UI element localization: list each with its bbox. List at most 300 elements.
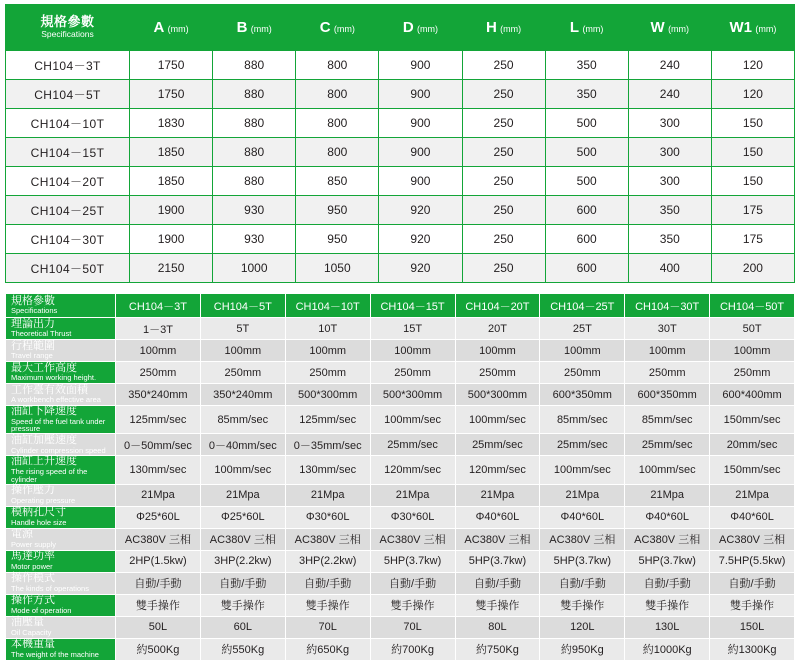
cell-w: 240 (628, 51, 711, 80)
spec-cell: 350*240mm (116, 384, 201, 406)
spec-cell: 150mm/sec (710, 456, 795, 484)
specs-model-header: CH104－50T (710, 294, 795, 318)
spec-row-label (6, 638, 116, 660)
specs-model-header: CH104－30T (625, 294, 710, 318)
column-letter: W (650, 19, 665, 36)
spec-cell: 100mm/sec (455, 406, 540, 434)
row-model: CH104－50T (6, 254, 130, 283)
cell-w1: 175 (711, 196, 794, 225)
column-header-a (130, 5, 213, 51)
cell-a: 1900 (130, 196, 213, 225)
spec-cell: AC380V 三相 (625, 528, 710, 550)
cell-c: 800 (296, 51, 379, 80)
spec-cell: 60L (200, 616, 285, 638)
table-row (6, 196, 795, 225)
specifications-table (5, 293, 795, 661)
specs-model-header: CH104－25T (540, 294, 625, 318)
column-unit: (mm) (417, 24, 439, 34)
cell-c: 800 (296, 80, 379, 109)
column-header-c (296, 5, 379, 51)
spec-cell: AC380V 三相 (710, 528, 795, 550)
spec-cell: 21Mpa (285, 484, 370, 506)
spec-cell: 21Mpa (116, 484, 201, 506)
spec-label-en: The kinds of operations (11, 583, 89, 593)
specs-model-header: CH104－15T (370, 294, 455, 318)
spec-cell: 120mm/sec (370, 456, 455, 484)
spec-cell: 21Mpa (200, 484, 285, 506)
spec-cell: 21Mpa (625, 484, 710, 506)
spec-cell: 雙手操作 (370, 594, 455, 616)
cell-w1: 175 (711, 225, 794, 254)
spec-cell: 0－50mm/sec (116, 434, 201, 456)
spec-cell: 自動/手動 (116, 572, 201, 594)
spec-row-label (6, 340, 116, 362)
spec-label-en: The weight of the machine (11, 649, 99, 659)
spec-cell: 100mm (710, 340, 795, 362)
spec-cell: 100mm (285, 340, 370, 362)
spec-cell: Φ40*60L (455, 506, 540, 528)
specs-header-row (6, 294, 795, 318)
cell-h: 250 (462, 138, 545, 167)
specs-corner-header (6, 294, 116, 318)
spec-sheet-page (0, 4, 800, 659)
cell-w1: 200 (711, 254, 794, 283)
cell-d: 900 (379, 51, 462, 80)
spec-label-cn: 行程範圍 (11, 339, 55, 352)
spec-cell: 100mm (370, 340, 455, 362)
spec-cell: 5HP(3.7kw) (455, 550, 540, 572)
column-unit: (mm) (500, 24, 522, 34)
spec-cell: 70L (370, 616, 455, 638)
column-unit: (mm) (582, 24, 604, 34)
table-row (6, 51, 795, 80)
spec-row-motor-power (6, 550, 795, 572)
spec-cell: 自動/手動 (710, 572, 795, 594)
spec-row-label (6, 318, 116, 340)
spec-cell: 600*350mm (625, 384, 710, 406)
spec-cell: 80L (455, 616, 540, 638)
spec-cell: 50T (710, 318, 795, 340)
cell-h: 250 (462, 109, 545, 138)
cell-l: 500 (545, 109, 628, 138)
cell-a: 1900 (130, 225, 213, 254)
spec-row-cylinder-down-speed (6, 406, 795, 434)
specs-model-header: CH104－5T (200, 294, 285, 318)
spec-cell: 約1300Kg (710, 638, 795, 660)
corner-header-en: Specifications (41, 29, 94, 40)
spec-cell: 500*300mm (370, 384, 455, 406)
cell-a: 1850 (130, 138, 213, 167)
spec-cell: 100mm/sec (200, 456, 285, 484)
spec-label-en: Mode of operation (11, 605, 72, 615)
spec-cell: 自動/手動 (625, 572, 710, 594)
spec-label-en: Power supply (11, 539, 57, 549)
cell-w1: 120 (711, 51, 794, 80)
spec-cell: 130mm/sec (116, 456, 201, 484)
spec-cell: 7.5HP(5.5kw) (710, 550, 795, 572)
spec-cell: 21Mpa (370, 484, 455, 506)
spec-cell: 50L (116, 616, 201, 638)
spec-cell: 3HP(2.2kw) (285, 550, 370, 572)
column-unit: (mm) (755, 24, 777, 34)
spec-label-en: A workbench effective area (11, 395, 101, 405)
spec-label-en: Speed of the fuel tank under pressure (11, 416, 106, 434)
spec-row-mode-of-operation (6, 594, 795, 616)
cell-b: 930 (213, 225, 296, 254)
spec-label-cn: 馬達功率 (11, 550, 55, 563)
spec-cell: 10T (285, 318, 370, 340)
spec-cell: 250mm (285, 362, 370, 384)
specs-model-header: CH104－20T (455, 294, 540, 318)
row-model: CH104－5T (6, 80, 130, 109)
cell-h: 250 (462, 167, 545, 196)
table-row (6, 225, 795, 254)
cell-w: 350 (628, 196, 711, 225)
cell-a: 1750 (130, 80, 213, 109)
spec-row-cylinder-compression-speed (6, 434, 795, 456)
spec-row-label (6, 456, 116, 484)
spec-cell: 120L (540, 616, 625, 638)
spec-cell: 雙手操作 (540, 594, 625, 616)
table-row (6, 138, 795, 167)
spec-cell: 100mm/sec (625, 456, 710, 484)
spec-cell: 20mm/sec (710, 434, 795, 456)
cell-d: 920 (379, 254, 462, 283)
specs-corner-en: Specifications (11, 306, 58, 316)
column-header-h (462, 5, 545, 51)
spec-cell: 雙手操作 (455, 594, 540, 616)
cell-b: 880 (213, 51, 296, 80)
spec-label-en: Theoretical Thrust (11, 329, 72, 339)
spec-cell: 25T (540, 318, 625, 340)
spec-cell: 100mm (455, 340, 540, 362)
cell-h: 250 (462, 196, 545, 225)
spec-row-power-supply (6, 528, 795, 550)
spec-row-label (6, 406, 116, 434)
spec-label-cn: 電源 (11, 528, 33, 541)
cell-l: 500 (545, 138, 628, 167)
cell-c: 950 (296, 196, 379, 225)
spec-cell: 約1000Kg (625, 638, 710, 660)
spec-cell: 130mm/sec (285, 456, 370, 484)
cell-c: 1050 (296, 254, 379, 283)
spec-cell: 250mm (455, 362, 540, 384)
cell-b: 880 (213, 80, 296, 109)
spec-label-cn: 操作壓力 (11, 484, 55, 497)
spec-label-cn: 理論出力 (11, 317, 55, 330)
column-unit: (mm) (668, 24, 690, 34)
cell-a: 1750 (130, 51, 213, 80)
specifications-table-body (6, 294, 795, 661)
spec-cell: AC380V 三相 (116, 528, 201, 550)
cell-a: 1850 (130, 167, 213, 196)
spec-row-label (6, 550, 116, 572)
spec-cell: 100mm (116, 340, 201, 362)
spec-cell: 125mm/sec (285, 406, 370, 434)
spec-cell: 雙手操作 (116, 594, 201, 616)
spec-cell: 自動/手動 (455, 572, 540, 594)
spec-cell: 600*400mm (710, 384, 795, 406)
spec-cell: 自動/手動 (370, 572, 455, 594)
cell-a: 2150 (130, 254, 213, 283)
cell-h: 250 (462, 225, 545, 254)
cell-w: 300 (628, 109, 711, 138)
spec-row-label (6, 572, 116, 594)
spec-cell: 25mm/sec (540, 434, 625, 456)
spec-row-label (6, 594, 116, 616)
spec-row-kinds-of-operations (6, 572, 795, 594)
dimensions-table (5, 4, 795, 283)
spec-label-cn: 模柄孔尺寸 (11, 506, 66, 519)
dimensions-corner-header (6, 5, 130, 51)
spec-row-label (6, 434, 116, 456)
spec-cell: 1－3T (116, 318, 201, 340)
spec-cell: 2HP(1.5kw) (116, 550, 201, 572)
spec-cell: Φ40*60L (625, 506, 710, 528)
spec-cell: 250mm (116, 362, 201, 384)
dimensions-table-head (6, 5, 795, 51)
spec-cell: 21Mpa (455, 484, 540, 506)
spec-label-cn: 油缸下降速度 (11, 405, 77, 417)
spec-label-en: Operating pressure (11, 495, 76, 505)
spec-cell: 0－40mm/sec (200, 434, 285, 456)
column-unit: (mm) (250, 24, 272, 34)
spec-cell: 5HP(3.7kw) (540, 550, 625, 572)
spec-cell: 20T (455, 318, 540, 340)
spec-cell: 雙手操作 (200, 594, 285, 616)
cell-h: 250 (462, 254, 545, 283)
spec-cell: AC380V 三相 (285, 528, 370, 550)
spec-cell: 130L (625, 616, 710, 638)
spec-cell: 85mm/sec (540, 406, 625, 434)
spec-cell: 100mm (200, 340, 285, 362)
spec-row-label (6, 484, 116, 506)
cell-c: 850 (296, 167, 379, 196)
cell-c: 800 (296, 138, 379, 167)
spec-cell: 350*240mm (200, 384, 285, 406)
spec-cell: 0－35mm/sec (285, 434, 370, 456)
column-header-d (379, 5, 462, 51)
spec-cell: 100mm/sec (370, 406, 455, 434)
spec-cell: 雙手操作 (710, 594, 795, 616)
spec-label-cn: 本機重量 (11, 638, 55, 651)
spec-cell: 100mm (625, 340, 710, 362)
spec-cell: Φ25*60L (200, 506, 285, 528)
cell-l: 350 (545, 51, 628, 80)
cell-b: 880 (213, 138, 296, 167)
row-model: CH104－10T (6, 109, 130, 138)
spec-row-operating-pressure (6, 484, 795, 506)
specs-corner-cn: 規格參數 (11, 294, 55, 307)
column-header-w1 (711, 5, 794, 51)
spec-row-label (6, 384, 116, 406)
cell-h: 250 (462, 80, 545, 109)
spec-cell: 250mm (200, 362, 285, 384)
cell-d: 920 (379, 225, 462, 254)
spec-cell: 21Mpa (710, 484, 795, 506)
cell-b: 1000 (213, 254, 296, 283)
spec-row-machine-weight (6, 638, 795, 660)
spec-cell: 5HP(3.7kw) (625, 550, 710, 572)
spec-label-cn: 最大工作高度 (11, 361, 77, 374)
spec-row-label (6, 362, 116, 384)
spec-cell: 15T (370, 318, 455, 340)
spec-cell: 自動/手動 (540, 572, 625, 594)
spec-cell: 雙手操作 (285, 594, 370, 616)
cell-d: 900 (379, 109, 462, 138)
spec-cell: 85mm/sec (200, 406, 285, 434)
spec-cell: 125mm/sec (116, 406, 201, 434)
spec-cell: 25mm/sec (625, 434, 710, 456)
cell-w: 240 (628, 80, 711, 109)
spec-row-max-working-height (6, 362, 795, 384)
table-row (6, 80, 795, 109)
table-row (6, 167, 795, 196)
corner-header-cn: 規格參數 (40, 14, 95, 30)
spec-cell: AC380V 三相 (370, 528, 455, 550)
spec-cell: 100mm/sec (540, 456, 625, 484)
spec-cell: Φ40*60L (710, 506, 795, 528)
spec-cell: 雙手操作 (625, 594, 710, 616)
cell-b: 930 (213, 196, 296, 225)
column-header-w (628, 5, 711, 51)
table-header-row (6, 5, 795, 51)
spec-cell: 3HP(2.2kw) (200, 550, 285, 572)
spec-cell: 21Mpa (540, 484, 625, 506)
table-row (6, 109, 795, 138)
spec-cell: 5HP(3.7kw) (370, 550, 455, 572)
column-unit: (mm) (167, 24, 189, 34)
row-model: CH104－30T (6, 225, 130, 254)
spec-cell: 250mm (540, 362, 625, 384)
cell-b: 880 (213, 167, 296, 196)
spec-label-cn: 油缸加壓速度 (11, 434, 77, 447)
column-letter: B (236, 19, 248, 36)
spec-label-cn: 油缸上升速度 (11, 455, 77, 468)
spec-cell: AC380V 三相 (540, 528, 625, 550)
spec-label-en: Travel range (11, 351, 53, 361)
spec-label-en: Cylinder compression speed (11, 445, 106, 455)
spec-cell: 500*300mm (285, 384, 370, 406)
spec-cell: 70L (285, 616, 370, 638)
cell-w: 300 (628, 167, 711, 196)
cell-w1: 120 (711, 80, 794, 109)
cell-a: 1830 (130, 109, 213, 138)
spec-cell: 自動/手動 (200, 572, 285, 594)
row-model: CH104－25T (6, 196, 130, 225)
spec-row-workbench-area (6, 384, 795, 406)
column-letter: C (319, 19, 331, 36)
column-letter: L (569, 19, 580, 36)
spec-cell: 85mm/sec (625, 406, 710, 434)
spec-cell: 500*300mm (455, 384, 540, 406)
spec-row-label (6, 528, 116, 550)
spec-cell: 150mm/sec (710, 406, 795, 434)
spec-cell: 120mm/sec (455, 456, 540, 484)
column-letter: W1 (729, 19, 753, 36)
spec-cell: 250mm (625, 362, 710, 384)
spec-cell: 約500Kg (116, 638, 201, 660)
row-model: CH104－3T (6, 51, 130, 80)
cell-w1: 150 (711, 138, 794, 167)
cell-d: 920 (379, 196, 462, 225)
cell-l: 350 (545, 80, 628, 109)
cell-l: 500 (545, 167, 628, 196)
spec-cell: 約700Kg (370, 638, 455, 660)
cell-l: 600 (545, 196, 628, 225)
spec-cell: Φ30*60L (285, 506, 370, 528)
spec-cell: 約550Kg (200, 638, 285, 660)
cell-d: 900 (379, 80, 462, 109)
cell-b: 880 (213, 109, 296, 138)
spec-row-oil-capacity (6, 616, 795, 638)
cell-c: 950 (296, 225, 379, 254)
row-model: CH104－20T (6, 167, 130, 196)
spec-label-cn: 油壓量 (11, 616, 44, 629)
spec-cell: 約650Kg (285, 638, 370, 660)
cell-w1: 150 (711, 109, 794, 138)
spec-row-theoretical-thrust (6, 318, 795, 340)
spec-cell: 250mm (710, 362, 795, 384)
cell-c: 800 (296, 109, 379, 138)
row-model: CH104－15T (6, 138, 130, 167)
spec-label-en: Motor power (11, 561, 53, 571)
column-letter: H (485, 19, 497, 36)
column-letter: D (402, 19, 414, 36)
spec-label-en: Maximum working height. (11, 373, 97, 383)
cell-h: 250 (462, 51, 545, 80)
spec-cell: 約950Kg (540, 638, 625, 660)
cell-l: 600 (545, 225, 628, 254)
spec-label-en: Handle hole size (11, 517, 67, 527)
spec-cell: 自動/手動 (285, 572, 370, 594)
cell-w1: 150 (711, 167, 794, 196)
spec-cell: AC380V 三相 (200, 528, 285, 550)
column-header-b (213, 5, 296, 51)
spec-cell: 150L (710, 616, 795, 638)
spec-cell: 25mm/sec (455, 434, 540, 456)
column-unit: (mm) (333, 24, 355, 34)
spec-row-label (6, 616, 116, 638)
specs-model-header: CH104－10T (285, 294, 370, 318)
spec-label-cn: 工作臺有效面積 (11, 383, 88, 396)
spec-cell: 約750Kg (455, 638, 540, 660)
spec-row-travel-range (6, 340, 795, 362)
spec-cell: 30T (625, 318, 710, 340)
spec-label-cn: 操作模式 (11, 572, 55, 585)
spec-cell: Φ25*60L (116, 506, 201, 528)
spec-cell: 100mm (540, 340, 625, 362)
column-header-l (545, 5, 628, 51)
cell-w: 350 (628, 225, 711, 254)
cell-w: 400 (628, 254, 711, 283)
cell-w: 300 (628, 138, 711, 167)
cell-l: 600 (545, 254, 628, 283)
spec-cell: 5T (200, 318, 285, 340)
dimensions-table-body (6, 51, 795, 283)
spec-label-en: Oil Capacity (11, 627, 52, 637)
spec-cell: 250mm (370, 362, 455, 384)
spec-cell: Φ30*60L (370, 506, 455, 528)
spec-label-en: The rising speed of the cylinder (11, 466, 88, 484)
spec-row-cylinder-rising-speed (6, 456, 795, 484)
cell-d: 900 (379, 167, 462, 196)
column-letter: A (153, 19, 165, 36)
spec-cell: AC380V 三相 (455, 528, 540, 550)
spec-cell: Φ40*60L (540, 506, 625, 528)
spec-label-cn: 操作方式 (11, 594, 55, 607)
spec-row-handle-hole-size (6, 506, 795, 528)
